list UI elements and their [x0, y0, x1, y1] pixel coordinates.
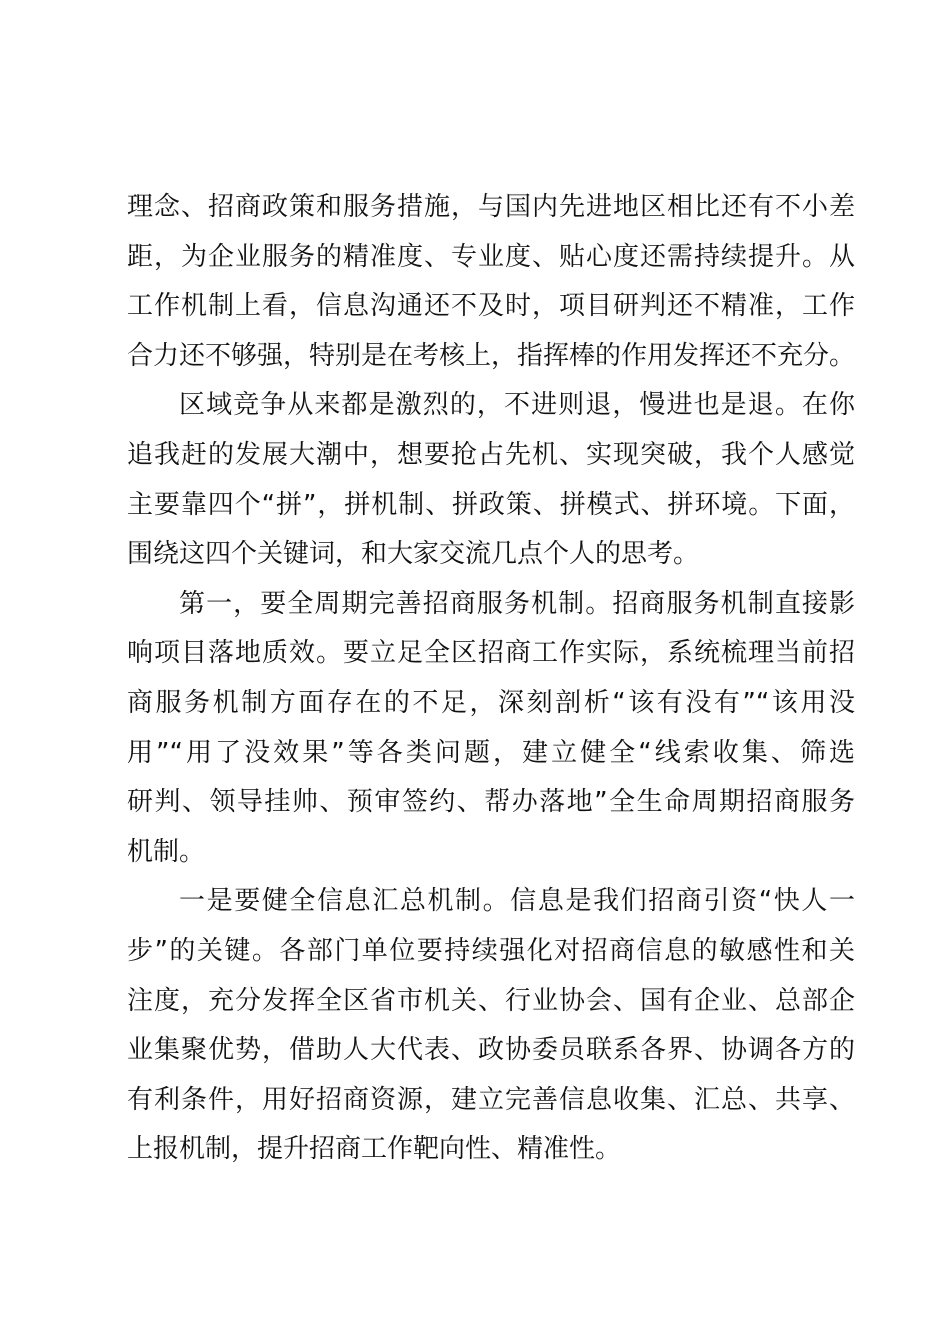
paragraph-1-line-1: 理念、招商政策和服务措施，与国内先进地区相比还有不小差 — [127, 192, 855, 222]
paragraph-3-line-3: 商服务机制方面存在的不足，深刻剖析“该有没有”“该用没 — [127, 687, 855, 718]
paragraph-2-line-1: 区域竞争从来都是激烈的，不进则退，慢进也是退。在你 — [179, 390, 855, 421]
paragraph-3-line-1: 第一，要全周期完善招商服务机制。招商服务机制直接影 — [179, 588, 855, 619]
paragraph-3-line-6: 机制。 — [127, 836, 206, 867]
paragraph-2-line-4: 围绕这四个关键词，和大家交流几点个人的思考。 — [127, 539, 700, 570]
paragraph-4-line-2: 步”的关键。各部门单位要持续强化对招商信息的敏感性和关 — [127, 935, 855, 966]
paragraph-3-line-4: 用”“用了没效果”等各类问题，建立健全“线索收集、筛选 — [127, 737, 855, 768]
paragraph-2-line-3: 主要靠四个“拼”，拼机制、拼政策、拼模式、拼环境。下面， — [127, 489, 855, 520]
paragraph-1-line-2: 距，为企业服务的精准度、专业度、贴心度还需持续提升。从 — [127, 241, 855, 272]
paragraph-4-line-1: 一是要健全信息汇总机制。信息是我们招商引资“快人一 — [179, 886, 855, 917]
paragraph-4-line-4: 业集聚优势，借助人大代表、政协委员联系各界、协调各方的 — [127, 1035, 855, 1066]
paragraph-4-line-3: 注度，充分发挥全区省市机关、行业协会、国有企业、总部企 — [127, 985, 855, 1016]
paragraph-1-line-3: 工作机制上看，信息沟通还不及时，项目研判还不精准，工作 — [127, 291, 855, 322]
paragraph-2-line-2: 追我赶的发展大潮中，想要抢占先机、实现突破，我个人感觉 — [127, 439, 855, 470]
paragraph-4-line-6: 上报机制，提升招商工作靶向性、精准性。 — [127, 1134, 622, 1165]
paragraph-3-line-5: 研判、领导挂帅、预审签约、帮办落地”全生命周期招商服务 — [127, 787, 855, 818]
paragraph-1-line-4: 合力还不够强，特别是在考核上，指挥棒的作用发挥还不充分。 — [127, 340, 855, 371]
paragraph-3-line-2: 响项目落地质效。要立足全区招商工作实际，系统梳理当前招 — [127, 638, 855, 669]
paragraph-4-line-5: 有利条件，用好招商资源，建立完善信息收集、汇总、共享、 — [127, 1084, 855, 1115]
document-body — [127, 183, 855, 1175]
